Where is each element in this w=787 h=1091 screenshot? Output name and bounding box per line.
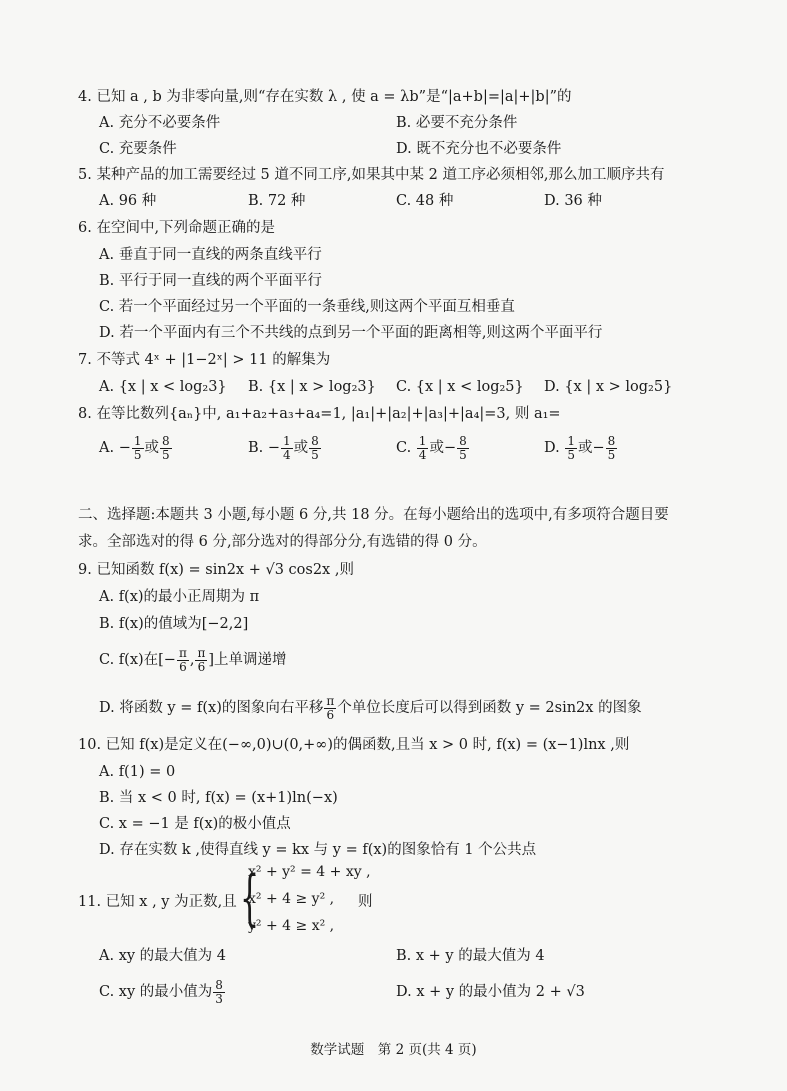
q11-equation-2: x² + 4 ≥ y² , xyxy=(248,891,335,907)
q10-stem: 10. 已知 f(x)是定义在(−∞,0)∪(0,+∞)的偶函数,且当 x > 0 时, f(x) = (x−1)lnx ,则 xyxy=(78,737,630,753)
q10-option-d: D. 存在实数 k ,使得直线 y = kx 与 y = f(x)的图象恰有 1 个公共点 xyxy=(99,842,537,858)
q9-option-b: B. f(x)的值域为[−2,2] xyxy=(99,616,249,632)
q6-stem: 6. 在空间中,下列命题正确的是 xyxy=(78,220,276,236)
q8-option-c: C. $\frac{1}{4}$ 或− $\frac{8}{5}$ xyxy=(396,433,467,462)
q11-equation-3: y² + 4 ≥ x² , xyxy=(248,918,335,934)
q7-stem: 7. 不等式 4ˣ + |1−2ˣ| > 11 的解集为 xyxy=(78,352,331,368)
q4-option-b: B. 必要不充分条件 xyxy=(396,115,518,131)
q5-stem: 5. 某种产品的加工需要经过 5 道不同工序,如果其中某 2 道工序必须相邻,那么加工顺序共有 xyxy=(78,167,665,183)
section2-line1: 二、选择题:本题共 3 小题,每小题 6 分,共 18 分。在每小题给出的选项中,有多项符合题目要 xyxy=(78,507,669,523)
q5-option-d: D. 36 种 xyxy=(544,193,602,209)
q7-option-d: D. {x | x > log₂5} xyxy=(544,379,673,395)
q4-stem: 4. 已知 a , b 为非零向量,则“存在实数 λ , 使 a = λb”是“|a+b|=|a|+|b|”的 xyxy=(78,89,572,105)
q7-option-b: B. {x | x > log₂3} xyxy=(248,379,376,395)
q11-option-c: C. xy 的最小值为 $\frac{8}{3}$ xyxy=(99,977,223,1006)
q4-option-c: C. 充要条件 xyxy=(99,141,177,157)
q7-option-c: C. {x | x < log₂5} xyxy=(396,379,524,395)
q10-option-b: B. 当 x < 0 时, f(x) = (x+1)ln(−x) xyxy=(99,790,338,806)
q5-option-c: C. 48 种 xyxy=(396,193,454,209)
q9-option-a: A. f(x)的最小正周期为 π xyxy=(99,589,260,605)
q8-option-b: B. − $\frac{1}{4}$ 或 $\frac{8}{5}$ xyxy=(248,433,319,462)
q8-option-a: A. − $\frac{1}{5}$ 或 $\frac{8}{5}$ xyxy=(99,433,170,462)
q6-option-c: C. 若一个平面经过另一个平面的一条垂线,则这两个平面互相垂直 xyxy=(99,299,515,315)
q10-option-a: A. f(1) = 0 xyxy=(99,764,176,780)
q11-option-a: A. xy 的最大值为 4 xyxy=(99,948,227,964)
q9-option-c: C. f(x)在[− $\frac{\pi}{6}$ , $\frac{\pi}{6}$ ]上单调递增 xyxy=(99,645,287,674)
page-footer: 数学试题 第 2 页(共 4 页) xyxy=(310,1042,477,1058)
q6-option-a: A. 垂直于同一直线的两条直线平行 xyxy=(99,247,322,263)
q9-option-d: D. 将函数 y = f(x)的图象向右平移 $\frac{\pi}{6}$ 个单位长度后可以得到函数 y = 2sin2x 的图象 xyxy=(99,693,642,722)
q11-then: 则 xyxy=(358,894,373,910)
q8-stem: 8. 在等比数列{aₙ}中, a₁+a₂+a₃+a₄=1, |a₁|+|a₂|+|a₃|+|a₄|=3, 则 a₁= xyxy=(78,406,561,422)
q10-option-c: C. x = −1 是 f(x)的极小值点 xyxy=(99,816,291,832)
q4-option-d: D. 既不充分也不必要条件 xyxy=(396,141,562,157)
left-brace: { xyxy=(240,863,260,933)
q8-option-d: D. $\frac{1}{5}$ 或− $\frac{8}{5}$ xyxy=(544,433,616,462)
q6-option-b: B. 平行于同一直线的两个平面平行 xyxy=(99,273,322,289)
q11-option-d: D. x + y 的最小值为 2 + √3 xyxy=(396,984,585,1000)
q11-equation-system xyxy=(240,862,371,940)
q11-stem: 11. 已知 x , y 为正数,且 xyxy=(78,894,237,910)
q5-option-a: A. 96 种 xyxy=(99,193,157,209)
section2-line2: 求。全部选对的得 6 分,部分选对的得部分分,有选错的得 0 分。 xyxy=(78,534,487,550)
q5-option-b: B. 72 种 xyxy=(248,193,306,209)
q11-equation-1: x² + y² = 4 + xy , xyxy=(248,864,371,880)
q9-stem: 9. 已知函数 f(x) = sin2x + √3 cos2x ,则 xyxy=(78,562,354,578)
q7-option-a: A. {x | x < log₂3} xyxy=(99,379,227,395)
q4-option-a: A. 充分不必要条件 xyxy=(99,115,221,131)
q11-option-b: B. x + y 的最大值为 4 xyxy=(396,948,545,964)
q6-option-d: D. 若一个平面内有三个不共线的点到另一个平面的距离相等,则这两个平面平行 xyxy=(99,325,603,341)
